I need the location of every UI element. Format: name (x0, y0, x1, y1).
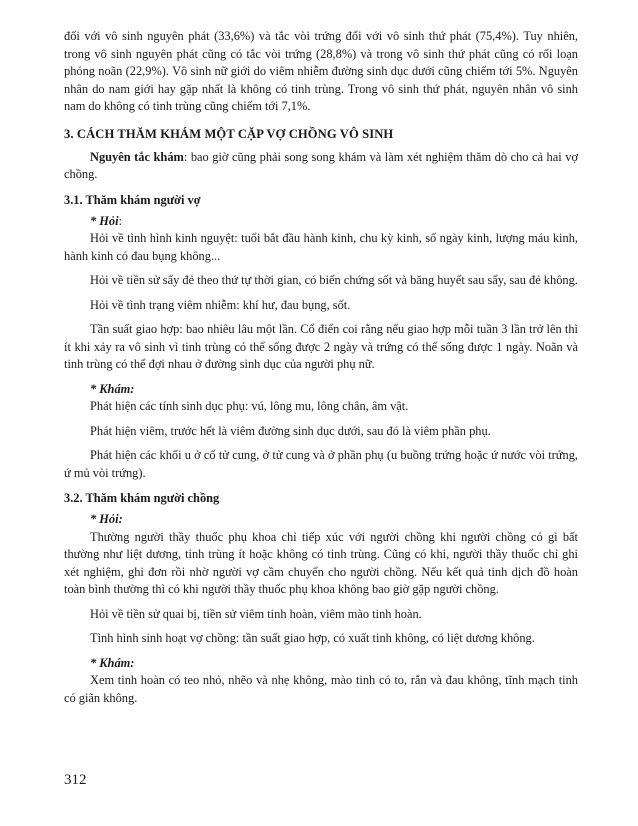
husband-exam-item: Xem tinh hoàn có teo nhỏ, nhẽo và nhẹ không, mào tinh có to, rắn và đau không, tĩnh mạch tinh có giãn không. (64, 673, 578, 705)
wife-ask-label-text: * Hỏi (90, 213, 119, 228)
husband-ask-label (64, 511, 578, 529)
wife-ask-item: Hỏi về tình hình kinh nguyệt: tuổi bắt đầu hành kinh, chu kỳ kinh, số ngày kinh, lượng máu kinh, hành kinh có đau bụng không... (64, 231, 578, 263)
wife-exam-item: Phát hiện viêm, trước hết là viêm đường sinh dục dưới, sau đó là viêm phần phụ. (90, 423, 491, 438)
wife-ask-label (64, 213, 578, 231)
principle-lead: Nguyên tắc khám (90, 149, 184, 164)
wife-exam-item: Phát hiện các tính sinh dục phụ: vú, lông mu, lông chân, âm vật. (90, 399, 409, 413)
husband-ask-item: Tình hình sinh hoạt vợ chồng: tần suất giao hợp, có xuất tinh không, có liệt dương không. (90, 631, 535, 645)
husband-ask-item: Hỏi về tiền sử quai bị, tiền sử viêm tinh hoàn, viêm mào tinh hoàn. (90, 606, 422, 621)
principle-paragraph (64, 149, 578, 184)
wife-exam-item: Phát hiện các khối u ở cổ tử cung, ở tử cung và ở phần phụ (u buồng trứng hoặc ứ nước vòi trứng, ứ mủ vòi trứng). (64, 448, 578, 480)
wife-ask-item: Hỏi về tình trạng viêm nhiễm: khí hư, đau bụng, sốt. (90, 297, 351, 312)
wife-exam-label-text: * Khám: (90, 381, 135, 396)
intro-paragraph: đối với vô sinh nguyên phát (33,6%) và tắc vòi trứng đối với vô sinh thứ phát (75,4%). Tuy nhiên, trong vô sinh nguyên phát cũng có tắc vòi trứng (28,8%) và trong vô sinh thứ phát cũng có rối loạn phóng noãn (22,9%). Vô sinh nữ giới do viêm nhiễm đường sinh dục dưới cũng chiếm tới 5%. Nguyên nhân do nam giới hay gặp nhất là không có tinh trùng. Trong vô sinh thứ phát, nguyên nhân vô sinh nam do không có tinh trùng cũng chiếm tới 7,1%. (64, 29, 578, 113)
wife-ask-item: Hỏi về tiền sử sẩy đẻ theo thứ tự thời gian, có biến chứng sốt và băng huyết sau sẩy, sau đẻ không. (90, 273, 578, 287)
wife-ask-colon: : (118, 213, 123, 228)
husband-exam-label-text: * Khám: (90, 655, 135, 670)
principle-text: : bao giờ cũng phải song song khám và làm xét nghiệm thăm dò cho cả hai vợ chồng. (64, 149, 578, 181)
husband-exam-label (64, 655, 578, 673)
husband-ask-label-text: * Hỏi: (90, 512, 123, 526)
section-3-2-heading: 3.2. Thăm khám người chồng (64, 491, 220, 505)
wife-ask-item: Tần suất giao hợp: bao nhiêu lâu một lần. Cổ điển coi rằng nếu giao hợp mỗi tuần 3 lần trở lên thì ít khi xảy ra vô sinh vì tinh trùng có thể sống được 2 ngày và trứng có thể sống được 1 ngày. Noãn và tinh trùng có thể đợi nhau ở đường sinh dục của người phụ nữ. (64, 322, 578, 371)
document-page (64, 28, 578, 707)
section-3-1-heading: 3.1. Thăm khám người vợ (64, 192, 201, 207)
page-number: 312 (64, 772, 87, 788)
husband-ask-item: Thường người thầy thuốc phụ khoa chỉ tiếp xúc với người chồng khi người chồng có gì bất thường như liệt dương, tinh trùng ít hoặc không có tinh trùng. Cũng có khi, người thầy thuốc chỉ ghi xét nghiệm, ghi đơn rồi nhờ người vợ cầm chuyển cho người chồng. Nếu kết quả tinh dịch đồ hoàn toàn bình thường thì có khi người thầy thuốc phụ khoa không bao giờ gặp người chồng. (64, 529, 578, 596)
wife-exam-label (64, 381, 578, 399)
section-3-heading: 3. CÁCH THĂM KHÁM MỘT CẶP VỢ CHỒNG VÔ SINH (64, 126, 394, 141)
